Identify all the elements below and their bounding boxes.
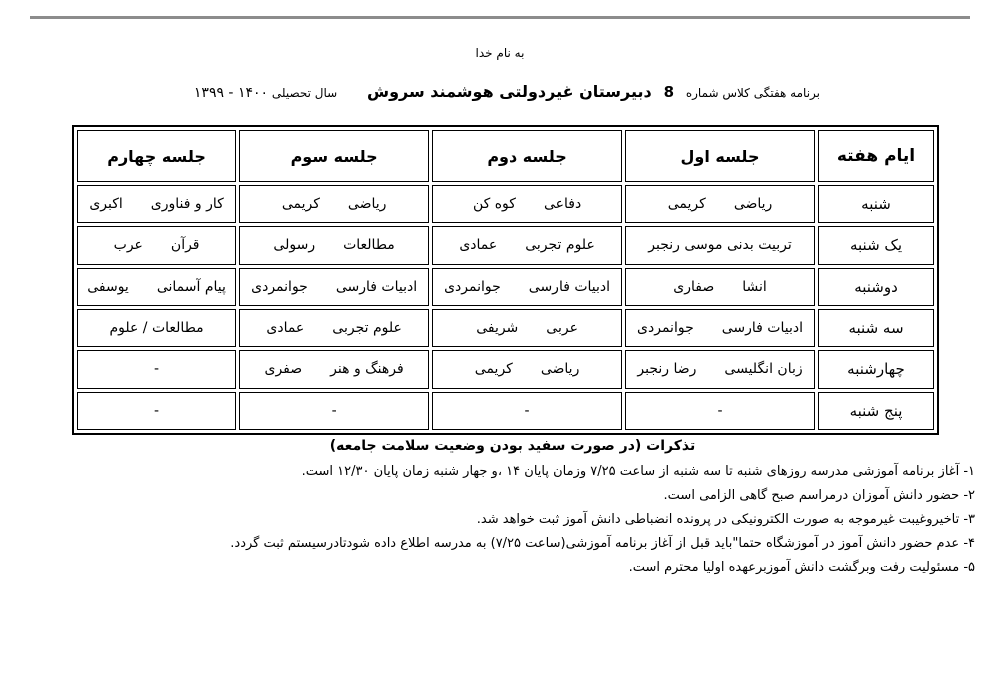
session-cell xyxy=(239,350,429,388)
subject-text: ریاضی xyxy=(347,196,387,213)
note-item: ۳- تاخیروغیبت غیرموجه به صورت الکترونیکی در پرونده انضباطی دانش آموز ثبت خواهد شد. xyxy=(476,512,975,527)
col-header-session-1: جلسه اول xyxy=(625,130,815,182)
teacher-text: صفری xyxy=(264,361,303,378)
day-cell: پنج شنبه xyxy=(818,392,934,430)
subject-text: - xyxy=(524,402,530,419)
table-row xyxy=(77,392,934,430)
note-item: ۴- عدم حضور دانش آموز در آموزشگاه حتما"باید قبل از آغاز برنامه آموزشی(ساعت ۷/۲۵) به مدرسه اطلاع داده شودتادرسیستم ثبت گردد. xyxy=(230,536,975,551)
notes-section xyxy=(50,438,975,584)
subject-text: مطالعات xyxy=(343,237,395,254)
note-item: ۲- حضور دانش آموزان درمراسم صبح گاهی الزامی است. xyxy=(663,488,975,503)
session-cell xyxy=(239,392,429,430)
teacher-text: رضا رنجبر xyxy=(637,361,697,378)
subject-text: انشا xyxy=(742,278,767,295)
subject-text: ریاضی xyxy=(733,196,773,213)
note-item: ۱- آغاز برنامه آموزشی مدرسه روزهای شنبه تا سه شنبه از ساعت ۷/۲۵ وزمان پایان ۱۴ ،و جهار شنبه زمان پایان ۱۲/۳۰ است. xyxy=(301,464,975,479)
teacher-text: کوه کن xyxy=(472,196,516,213)
subject-text: مطالعات / علوم xyxy=(109,320,204,337)
session-cell xyxy=(625,392,815,430)
subject-text: ادبیات فارسی xyxy=(528,278,611,295)
table-row xyxy=(77,226,934,264)
teacher-text: صفاری xyxy=(673,278,715,295)
session-cell xyxy=(77,350,236,388)
subject-text: ریاضی xyxy=(540,361,580,378)
note-item: ۵- مسئولیت رفت وبرگشت دانش آموزبرعهده اولیا محترم است. xyxy=(628,560,975,575)
year-value: ۱۴۰۰ - ۱۳۹۹ xyxy=(193,85,269,101)
day-cell: چهارشنبه xyxy=(818,350,934,388)
teacher-text: اکبری xyxy=(89,196,123,213)
col-header-days: ایام هفته xyxy=(818,130,934,182)
subject-text: فرهنگ و هنر xyxy=(330,361,404,378)
session-cell xyxy=(625,268,815,306)
teacher-text: کریمی xyxy=(667,196,706,213)
session-cell xyxy=(432,226,622,264)
table-row xyxy=(77,309,934,347)
subject-text: - xyxy=(331,402,337,419)
teacher-text: عمادی xyxy=(459,237,498,254)
subject-text: ادبیات فارسی xyxy=(721,320,803,337)
subject-text: قرآن xyxy=(170,237,200,254)
session-cell xyxy=(432,350,622,388)
session-cell xyxy=(625,226,815,264)
program-label: برنامه هفتگی کلاس شماره xyxy=(685,86,820,100)
teacher-text: کریمی xyxy=(474,361,513,378)
session-cell xyxy=(239,185,429,223)
subject-text: کار و فناوری xyxy=(150,196,224,213)
day-cell: سه شنبه xyxy=(818,309,934,347)
session-cell xyxy=(239,226,429,264)
teacher-text: یوسفی xyxy=(87,278,129,295)
session-cell xyxy=(77,185,236,223)
teacher-text: شریفی xyxy=(476,320,519,337)
school-name: دبیرستان غیردولتی هوشمند سروش xyxy=(367,82,652,101)
teacher-text: کریمی xyxy=(281,196,320,213)
page-title xyxy=(170,82,820,101)
session-cell xyxy=(432,268,622,306)
table-row xyxy=(77,350,934,388)
session-cell xyxy=(432,185,622,223)
session-cell xyxy=(625,185,815,223)
teacher-text: عرب xyxy=(113,237,143,254)
subject-text: - xyxy=(154,402,160,419)
session-cell xyxy=(432,309,622,347)
col-header-session-3: جلسه سوم xyxy=(239,130,429,182)
subject-text: دفاعی xyxy=(543,196,582,213)
subject-text: عربی xyxy=(546,320,578,337)
session-cell xyxy=(625,309,815,347)
top-divider xyxy=(30,16,970,19)
teacher-text: عمادی xyxy=(266,320,305,337)
schedule-table xyxy=(72,125,939,435)
table-row xyxy=(77,268,934,306)
subject-text: ادبیات فارسی xyxy=(335,278,418,295)
teacher-text: جوانمردی xyxy=(444,278,501,295)
session-cell xyxy=(77,268,236,306)
day-cell: شنبه xyxy=(818,185,934,223)
subject-text: - xyxy=(154,361,160,378)
teacher-text: رسولی xyxy=(273,237,316,254)
session-cell xyxy=(239,309,429,347)
class-number: 8 xyxy=(663,83,674,101)
table-row xyxy=(77,185,934,223)
notes-title: تذکرات (در صورت سفید بودن وضعیت سلامت جامعه) xyxy=(329,438,696,454)
session-cell xyxy=(77,226,236,264)
teacher-text: جوانمردی xyxy=(637,320,694,337)
teacher-text: جوانمردی xyxy=(251,278,308,295)
subject-text: تربیت بدنی موسی رنجبر xyxy=(648,237,792,254)
session-cell xyxy=(625,350,815,388)
day-cell: یک شنبه xyxy=(818,226,934,264)
year-label: سال تحصیلی xyxy=(271,86,338,100)
header-row xyxy=(77,130,934,182)
session-cell xyxy=(77,392,236,430)
col-header-session-4: جلسه چهارم xyxy=(77,130,236,182)
day-cell: دوشنبه xyxy=(818,268,934,306)
bismillah: به نام خدا xyxy=(475,46,525,60)
session-cell xyxy=(239,268,429,306)
subject-text: پیام آسمانی xyxy=(156,278,226,295)
session-cell xyxy=(77,309,236,347)
subject-text: علوم تجربی xyxy=(332,320,402,337)
subject-text: زبان انگلیسی xyxy=(724,361,803,378)
subject-text: علوم تجربی xyxy=(525,237,595,254)
session-cell xyxy=(432,392,622,430)
col-header-session-2: جلسه دوم xyxy=(432,130,622,182)
schedule-body xyxy=(77,185,934,430)
subject-text: - xyxy=(717,402,723,419)
